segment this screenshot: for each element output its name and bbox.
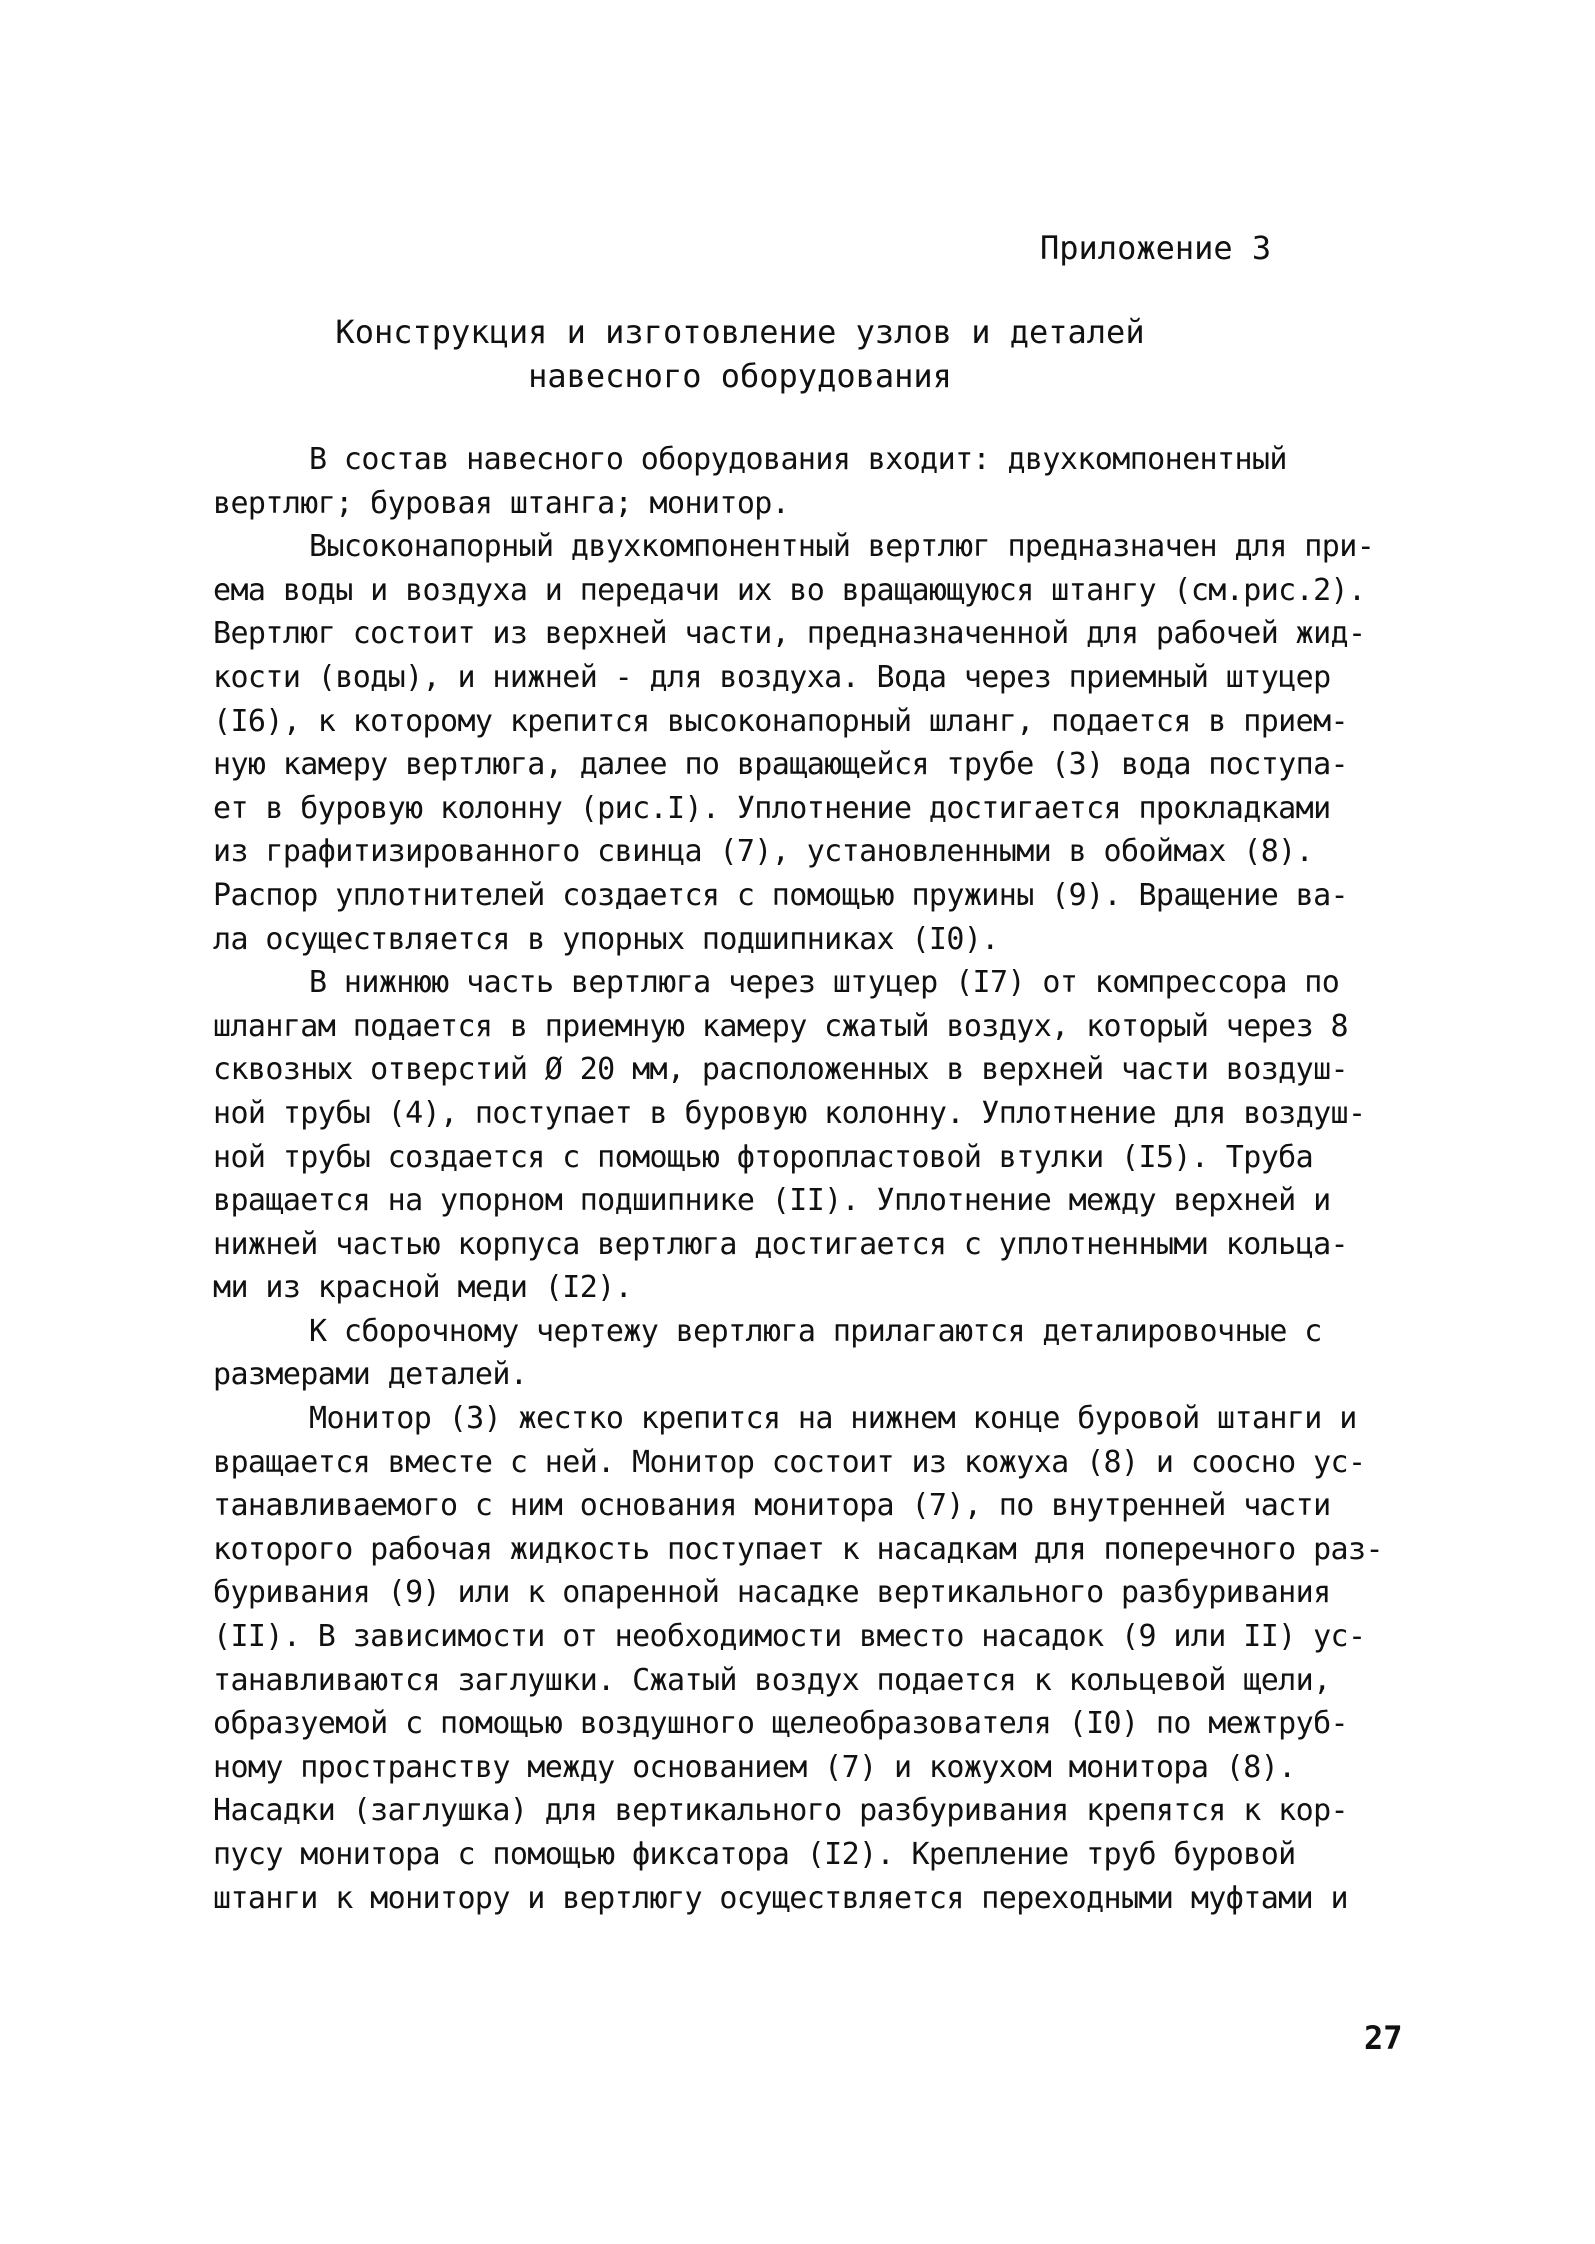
body-line: Вертлюг состоит из верхней части, предназначенной для рабочей жид- (213, 616, 1366, 652)
appendix-label: Приложение 3 (1040, 229, 1272, 267)
body-line: буривания (9) или к опаренной насадке вертикального разбуривания (213, 1575, 1331, 1611)
body-line: ет в буровую колонну (рис.I). Уплотнение достигается прокладками (213, 790, 1331, 826)
body-line: образуемой с помощью воздушного щелеобразователя (I0) по межтруб- (213, 1706, 1348, 1742)
body-line: штанги к монитору и вертлюгу осуществляется переходными муфтами и (213, 1880, 1348, 1916)
body-line: ла осуществляется в упорных подшипниках (I0). (213, 921, 999, 957)
body-line: вращается на упорном подшипнике (II). Уплотнение между верхней и (213, 1183, 1331, 1219)
body-line: вертлюг; буровая штанга; монитор. (213, 485, 790, 521)
body-line: которого рабочая жидкость поступает к насадкам для поперечного раз- (213, 1531, 1383, 1567)
body-line: Насадки (заглушка) для вертикального разбуривания крепятся к кор- (213, 1793, 1348, 1829)
body-line: ную камеру вертлюга, далее по вращающейся трубе (3) вода поступа- (213, 747, 1348, 783)
body-text (213, 438, 1435, 1920)
body-line: танавливаются заглушки. Сжатый воздух подается к кольцевой щели, (213, 1662, 1331, 1698)
body-line: ной трубы (4), поступает в буровую колонну. Уплотнение для воздуш- (213, 1095, 1366, 1131)
body-line: Распор уплотнителей создается с помощью пружины (9). Вращение ва- (213, 877, 1348, 913)
body-line: из графитизированного свинца (7), установленными в обоймах (8). (213, 834, 1314, 870)
body-line: размерами деталей. (213, 1357, 528, 1393)
title-line-1: Конструкция и изготовление узлов и деталей (335, 313, 1145, 351)
body-line: В состав навесного оборудования входит: двухкомпонентный (309, 442, 1287, 477)
body-line: (II). В зависимости от необходимости вместо насадок (9 или II) ус- (213, 1619, 1366, 1655)
body-line: ми из красной меди (I2). (213, 1270, 633, 1306)
body-line: танавливаемого с ним основания монитора (7), по внутренней части (213, 1488, 1331, 1524)
body-line: пусу монитора с помощью фиксатора (I2). Крепление труб буровой (213, 1837, 1296, 1872)
body-line: шлангам подается в приемную камеру сжатый воздух, который через 8 (213, 1008, 1348, 1044)
body-line: Высоконапорный двухкомпонентный вертлюг предназначен для при- (309, 529, 1375, 565)
body-line: нижней частью корпуса вертлюга достигается с уплотненными кольца- (213, 1226, 1348, 1262)
document-title (0, 310, 1480, 398)
body-line: В нижнюю часть вертлюга через штуцер (I7) от компрессора по (309, 965, 1340, 1001)
title-line-2: навесного оборудования (528, 357, 952, 395)
body-line: К сборочному чертежу вертлюга прилагаются деталировочные с (309, 1313, 1322, 1349)
body-line: Монитор (3) жестко крепится на нижнем конце буровой штанги и (309, 1401, 1357, 1437)
body-line: ной трубы создается с помощью фторопластовой втулки (I5). Труба (213, 1139, 1314, 1175)
body-line: кости (воды), и нижней - для воздуха. Вода через приемный штуцер (213, 659, 1331, 695)
body-line: вращается вместе с ней. Монитор состоит из кожуха (8) и соосно ус- (213, 1444, 1366, 1480)
body-line: ному пространству между основанием (7) и кожухом монитора (8). (213, 1749, 1296, 1785)
body-line: (I6), к которому крепится высоконапорный шланг, подается в прием- (213, 703, 1348, 739)
page-number: 27 (1364, 2019, 1403, 2057)
body-line: сквозных отверстий Ø 20 мм, расположенных в верхней части воздуш- (213, 1052, 1348, 1088)
body-line: ема воды и воздуха и передачи их во вращающуюся штангу (см.рис.2). (213, 572, 1366, 608)
